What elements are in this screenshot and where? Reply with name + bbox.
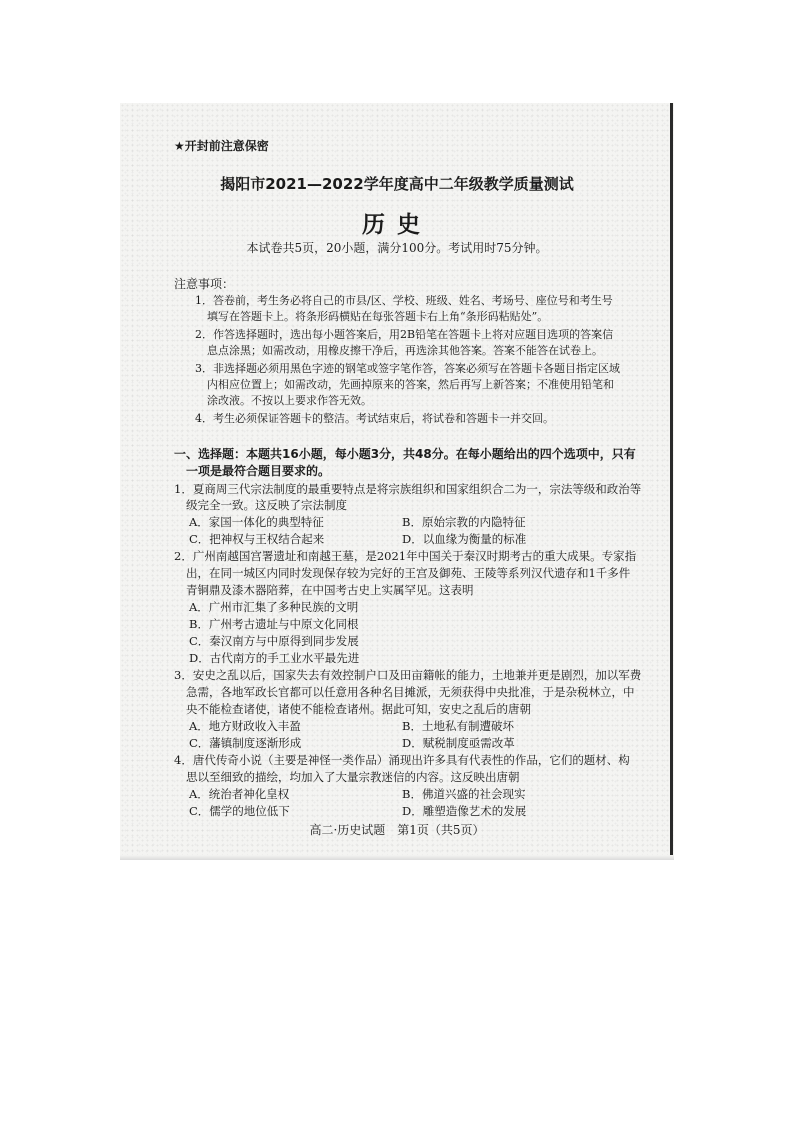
question-3-option-c: C．藩镇制度逐渐形成 (189, 736, 302, 750)
question-1-option-b: B．原始宗教的内隐特征 (402, 515, 526, 529)
notice-item: 1．答卷前，考生务必将自己的市县/区、学校、班级、姓名、考场号、座位号和考生号 (195, 294, 613, 307)
question-2-stem: 2．广州南越国宫署遗址和南越王墓，是2021年中国关于秦汉时期考古的重大成果。专家指 (174, 549, 637, 563)
notice-item-cont: 息点涂黑；如需改动，用橡皮擦干净后，再选涂其他答案。答案不能答在试卷上。 (207, 344, 603, 357)
question-3-option-b: B．土地私有制遭破坏 (402, 719, 514, 733)
question-4-stem-cont: 思以至细致的描绘，均加入了大量宗教迷信的内容。这反映出唐朝 (186, 770, 520, 784)
question-3-stem-cont: 急需，各地军政长官都可以任意用各种名目摊派，无须获得中央批准，于是杂税林立，中 (186, 685, 635, 699)
question-1-stem: 1．夏商周三代宗法制度的最重要特点是将宗族组织和国家组织合二为一，宗法等级和政治等 (174, 482, 642, 496)
question-2-stem-cont: 青铜鼎及漆木器陪葬，在中国考古史上实属罕见。这表明 (186, 583, 474, 597)
question-3-option-d: D．赋税制度亟需改革 (402, 736, 515, 750)
question-2-option-d: D．古代南方的手工业水平最先进 (189, 651, 360, 665)
question-4-option-d: D．雕塑造像艺术的发展 (402, 804, 527, 818)
notice-item-cont: 内相应位置上；如需改动，先画掉原来的答案，然后再写上新答案；不准使用铅笔和 (207, 378, 614, 391)
question-1-option-d: D．以血缘为衡量的标准 (402, 532, 527, 546)
question-1-stem-cont: 级完全一致。这反映了宗法制度 (186, 498, 347, 512)
question-4-option-a: A．统治者神化皇权 (189, 787, 290, 801)
question-2-option-b: B．广州考古遗址与中原文化同根 (189, 617, 359, 631)
question-3-stem-cont: 央不能检查诸使，诸使不能检查诸州。据此可知，安史之乱后的唐朝 (186, 702, 531, 716)
confidential-mark: ★开封前注意保密 (174, 139, 269, 153)
question-4-option-b: B．佛道兴盛的社会现实 (402, 787, 526, 801)
exam-title: 揭阳市2021—2022学年度高中二年级教学质量测试 (220, 175, 574, 193)
exam-info: 本试卷共5页，20小题，满分100分。考试用时75分钟。 (246, 241, 548, 255)
page-footer: 高二·历史试题 第1页（共5页） (309, 823, 485, 837)
section-heading: 一、选择题：本题共16小题，每小题3分，共48分。在每小题给出的四个选项中，只有 (174, 447, 636, 461)
section-heading-cont: 一项是最符合题目要求的。 (186, 464, 331, 478)
question-1-option-c: C．把神权与王权结合起来 (189, 532, 325, 546)
scan-shadow (120, 855, 674, 860)
question-1-option-a: A．家国一体化的典型特征 (189, 515, 324, 529)
notice-item: 4．考生必须保证答题卡的整洁。考试结束后，将试卷和答题卡一并交回。 (195, 412, 554, 425)
notice-title: 注意事项： (174, 277, 235, 291)
question-3-option-a: A．地方财政收入丰盈 (189, 719, 301, 733)
question-2-option-a: A．广州市汇集了多种民族的文明 (189, 600, 359, 614)
question-2-option-c: C．秦汉南方与中原得到同步发展 (189, 634, 359, 648)
notice-item: 3．非选择题必须用黑色字迹的钢笔或签字笔作答，答案必须写在答题卡各题目指定区域 (195, 362, 620, 375)
question-4-option-c: C．儒学的地位低下 (189, 804, 290, 818)
notice-item-cont: 涂改液。不按以上要求作答无效。 (207, 394, 372, 407)
question-4-stem: 4．唐代传奇小说（主要是神怪一类作品）涌现出许多具有代表性的作品，它们的题材、构 (174, 753, 630, 767)
subject-heading: 历史 (362, 211, 432, 238)
question-3-stem: 3．安史之乱以后，国家失去有效控制户口及田亩籍帐的能力，土地兼并更是剧烈，加以军费 (174, 668, 642, 682)
question-2-stem-cont: 出，在同一城区内同时发现保存较为完好的王宫及御苑、王陵等系列汉代遗存和1千多件 (186, 566, 631, 580)
notice-item: 2．作答选择题时，选出每小题答案后，用2B铅笔在答题卡上将对应题目选项的答案信 (195, 328, 614, 341)
notice-item-cont: 填写在答题卡上。将条形码横贴在每张答题卡右上角“条形码粘贴处”。 (207, 310, 549, 323)
